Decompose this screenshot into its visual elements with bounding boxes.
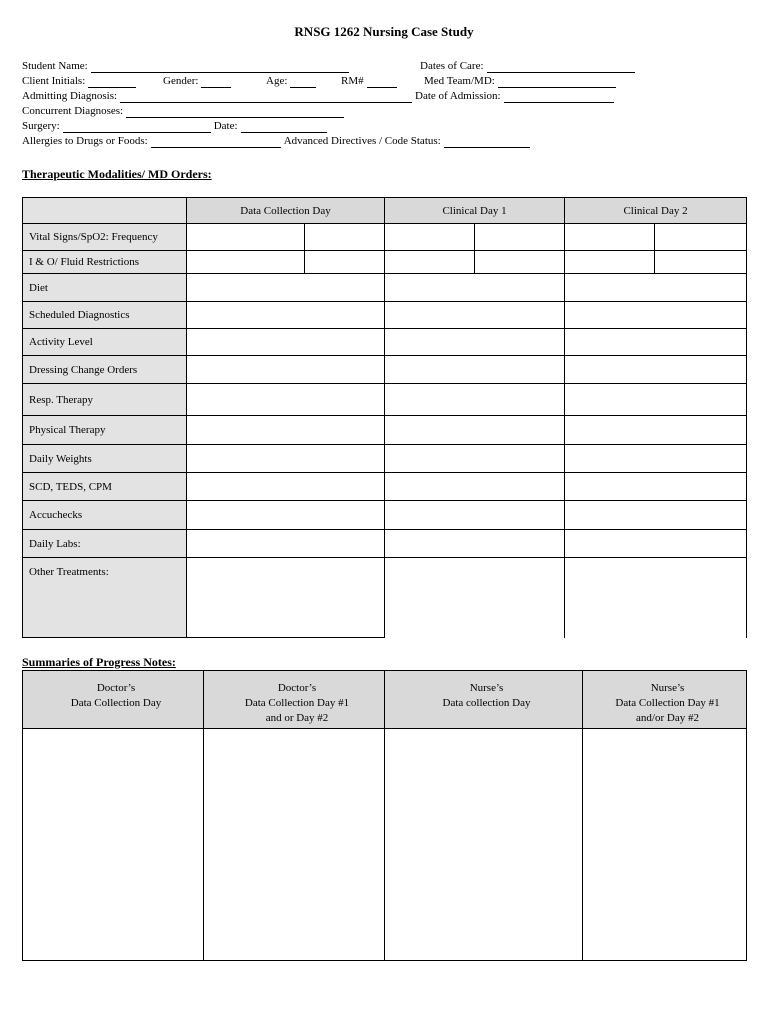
input-cell[interactable] xyxy=(385,473,565,501)
input-cell[interactable] xyxy=(385,329,565,356)
client-initials-blank[interactable] xyxy=(88,77,136,88)
input-cell[interactable] xyxy=(187,302,385,329)
col-data-collection-day: Data Collection Day xyxy=(187,198,385,224)
allergies-field[interactable] xyxy=(22,135,533,148)
progress-notes-row xyxy=(23,729,747,961)
col-line: Doctor’s xyxy=(277,682,317,694)
therapeutic-header-row xyxy=(23,198,747,224)
table-row xyxy=(23,416,747,445)
age-label: Age: xyxy=(266,75,288,87)
gender-label: Gender: xyxy=(163,75,199,87)
surgery-label: Surgery: xyxy=(22,120,60,132)
therapeutic-heading: Therapeutic Modalities/ MD Orders: xyxy=(22,167,212,181)
row-label: SCD, TEDS, CPM xyxy=(23,473,187,501)
input-cell[interactable] xyxy=(385,384,565,416)
row-label: Daily Labs: xyxy=(23,530,187,558)
input-cell[interactable] xyxy=(385,356,565,384)
input-cell[interactable] xyxy=(655,224,747,251)
table-row xyxy=(23,501,747,530)
table-row xyxy=(23,445,747,473)
age-blank[interactable] xyxy=(290,77,316,88)
col-clinical-day-2: Clinical Day 2 xyxy=(565,198,747,224)
input-cell[interactable] xyxy=(565,302,747,329)
concurrent-diagnoses-field[interactable] xyxy=(22,105,347,118)
rm-label: RM# xyxy=(341,75,364,87)
input-cell[interactable] xyxy=(187,501,385,530)
med-team-blank[interactable] xyxy=(498,77,616,88)
gender-blank[interactable] xyxy=(201,77,231,88)
input-cell[interactable] xyxy=(565,384,747,416)
input-cell[interactable] xyxy=(565,558,747,638)
dates-of-care-blank[interactable] xyxy=(487,62,635,73)
col-line: Data Collection Day #1 xyxy=(615,697,720,709)
col-line: Doctor’s xyxy=(96,682,136,694)
progress-heading: Summaries of Progress Notes: xyxy=(22,655,176,669)
input-cell[interactable] xyxy=(565,274,747,302)
input-cell[interactable] xyxy=(187,329,385,356)
col-line: Nurse’s xyxy=(650,682,685,694)
notes-cell[interactable] xyxy=(23,729,204,961)
input-cell[interactable] xyxy=(187,384,385,416)
row-label: Dressing Change Orders xyxy=(23,356,187,384)
input-cell[interactable] xyxy=(187,445,385,473)
notes-cell[interactable] xyxy=(385,729,583,961)
table-row xyxy=(23,384,747,416)
input-cell[interactable] xyxy=(305,251,385,274)
input-cell[interactable] xyxy=(385,224,475,251)
input-cell[interactable] xyxy=(385,530,565,558)
age-field[interactable] xyxy=(266,75,319,88)
input-cell[interactable] xyxy=(475,224,565,251)
col-doctor-day1-day2 xyxy=(204,671,385,729)
input-cell[interactable] xyxy=(187,356,385,384)
table-row xyxy=(23,473,747,501)
input-cell[interactable] xyxy=(187,530,385,558)
table-row xyxy=(23,558,747,638)
gender-field[interactable] xyxy=(163,75,234,88)
surgery-date-label: Date: xyxy=(213,120,238,132)
row-label: Accuchecks xyxy=(23,501,187,530)
table-row xyxy=(23,274,747,302)
row-label: Activity Level xyxy=(23,329,187,356)
input-cell[interactable] xyxy=(187,416,385,445)
input-cell[interactable] xyxy=(187,224,305,251)
allergies-label: Allergies to Drugs or Foods: xyxy=(22,135,148,147)
input-cell[interactable] xyxy=(187,558,385,638)
notes-cell[interactable] xyxy=(583,729,747,961)
input-cell[interactable] xyxy=(385,251,475,274)
surgery-field[interactable] xyxy=(22,120,330,133)
admitting-diagnosis-blank[interactable] xyxy=(120,92,412,103)
corner-cell xyxy=(23,198,187,224)
concurrent-diagnoses-blank[interactable] xyxy=(126,107,344,118)
student-name-label: Student Name: xyxy=(22,60,88,72)
input-cell[interactable] xyxy=(565,416,747,445)
input-cell[interactable] xyxy=(475,251,565,274)
med-team-label: Med Team/MD: xyxy=(424,75,495,87)
date-of-admission-blank[interactable] xyxy=(504,92,614,103)
advanced-directives-blank[interactable] xyxy=(444,137,530,148)
surgery-blank[interactable] xyxy=(63,122,211,133)
student-name-blank[interactable] xyxy=(91,62,349,73)
table-row xyxy=(23,302,747,329)
student-name-field[interactable] xyxy=(22,60,352,73)
col-clinical-day-1: Clinical Day 1 xyxy=(385,198,565,224)
col-line: and or Day #2 xyxy=(265,712,329,724)
col-line: Data Collection Day xyxy=(70,697,162,709)
col-line: Data collection Day xyxy=(442,697,531,709)
dates-of-care-label: Dates of Care: xyxy=(420,60,484,72)
table-row xyxy=(23,251,747,274)
rm-field[interactable] xyxy=(341,75,400,88)
input-cell[interactable] xyxy=(565,329,747,356)
input-cell[interactable] xyxy=(565,501,747,530)
input-cell[interactable] xyxy=(565,530,747,558)
advanced-directives-label: Advanced Directives / Code Status: xyxy=(283,135,441,147)
surgery-date-blank[interactable] xyxy=(241,122,327,133)
table-row xyxy=(23,530,747,558)
input-cell[interactable] xyxy=(385,558,565,638)
col-nurse-day1-day2 xyxy=(583,671,747,729)
input-cell[interactable] xyxy=(565,356,747,384)
admitting-diagnosis-field[interactable] xyxy=(22,90,617,103)
client-initials-label: Client Initials: xyxy=(22,75,86,87)
date-of-admission-label: Date of Admission: xyxy=(415,90,501,102)
input-cell[interactable] xyxy=(385,445,565,473)
row-label: Physical Therapy xyxy=(23,416,187,445)
input-cell[interactable] xyxy=(187,251,305,274)
med-team-field[interactable] xyxy=(424,75,619,88)
input-cell[interactable] xyxy=(187,473,385,501)
concurrent-diagnoses-label: Concurrent Diagnoses: xyxy=(22,105,124,117)
input-cell[interactable] xyxy=(385,302,565,329)
row-label: Other Treatments: xyxy=(23,558,187,638)
input-cell[interactable] xyxy=(385,501,565,530)
col-line: Data Collection Day #1 xyxy=(244,697,350,709)
admitting-diagnosis-label: Admitting Diagnosis: xyxy=(22,90,118,102)
row-label: Daily Weights xyxy=(23,445,187,473)
notes-cell[interactable] xyxy=(204,729,385,961)
input-cell[interactable] xyxy=(565,445,747,473)
therapeutic-table xyxy=(22,197,747,638)
col-doctor-data-collection xyxy=(23,671,204,729)
client-initials-field[interactable] xyxy=(22,75,139,88)
input-cell[interactable] xyxy=(187,274,385,302)
row-label: Resp. Therapy xyxy=(23,384,187,416)
col-line: Nurse’s xyxy=(469,682,504,694)
progress-table xyxy=(22,670,747,961)
input-cell[interactable] xyxy=(385,274,565,302)
input-cell[interactable] xyxy=(655,251,747,274)
row-label: Diet xyxy=(23,274,187,302)
input-cell[interactable] xyxy=(565,251,655,274)
allergies-blank[interactable] xyxy=(151,137,281,148)
row-label: Vital Signs/SpO2: Frequency xyxy=(23,224,187,251)
input-cell[interactable] xyxy=(385,416,565,445)
input-cell[interactable] xyxy=(565,473,747,501)
table-row xyxy=(23,224,747,251)
col-line: and/or Day #2 xyxy=(636,712,699,724)
table-row xyxy=(23,329,747,356)
table-row xyxy=(23,356,747,384)
progress-header-row xyxy=(23,671,747,729)
row-label: I & O/ Fluid Restrictions xyxy=(23,251,187,274)
page-title: RNSG 1262 Nursing Case Study xyxy=(294,24,474,39)
input-cell[interactable] xyxy=(305,224,385,251)
dates-of-care-field[interactable] xyxy=(420,60,638,73)
rm-blank[interactable] xyxy=(367,77,397,88)
row-label: Scheduled Diagnostics xyxy=(23,302,187,329)
input-cell[interactable] xyxy=(565,224,655,251)
col-nurse-data-collection xyxy=(385,671,583,729)
